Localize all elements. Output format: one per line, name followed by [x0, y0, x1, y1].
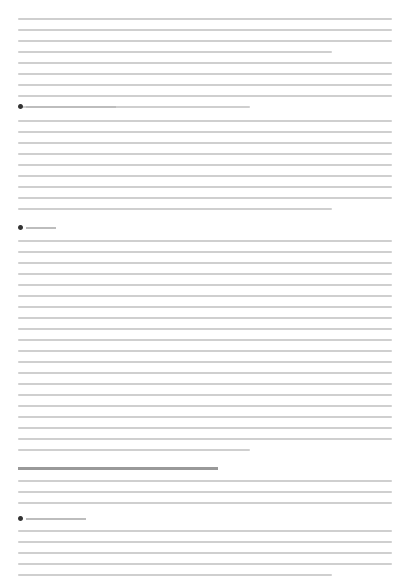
section-1-bullet [18, 104, 23, 109]
section-3-body [18, 530, 392, 585]
section-2-body [18, 240, 392, 460]
section-2-bullet [18, 225, 23, 230]
chapter-intro [18, 480, 392, 513]
section-3-heading-placeholder [26, 518, 86, 520]
section-3-bullet [18, 516, 23, 521]
section-1-body [18, 120, 392, 219]
section-1-heading-placeholder [26, 106, 116, 108]
section-2-heading-placeholder [26, 227, 56, 229]
chapter-heading-placeholder [18, 467, 218, 470]
intro-paragraph [18, 18, 392, 117]
